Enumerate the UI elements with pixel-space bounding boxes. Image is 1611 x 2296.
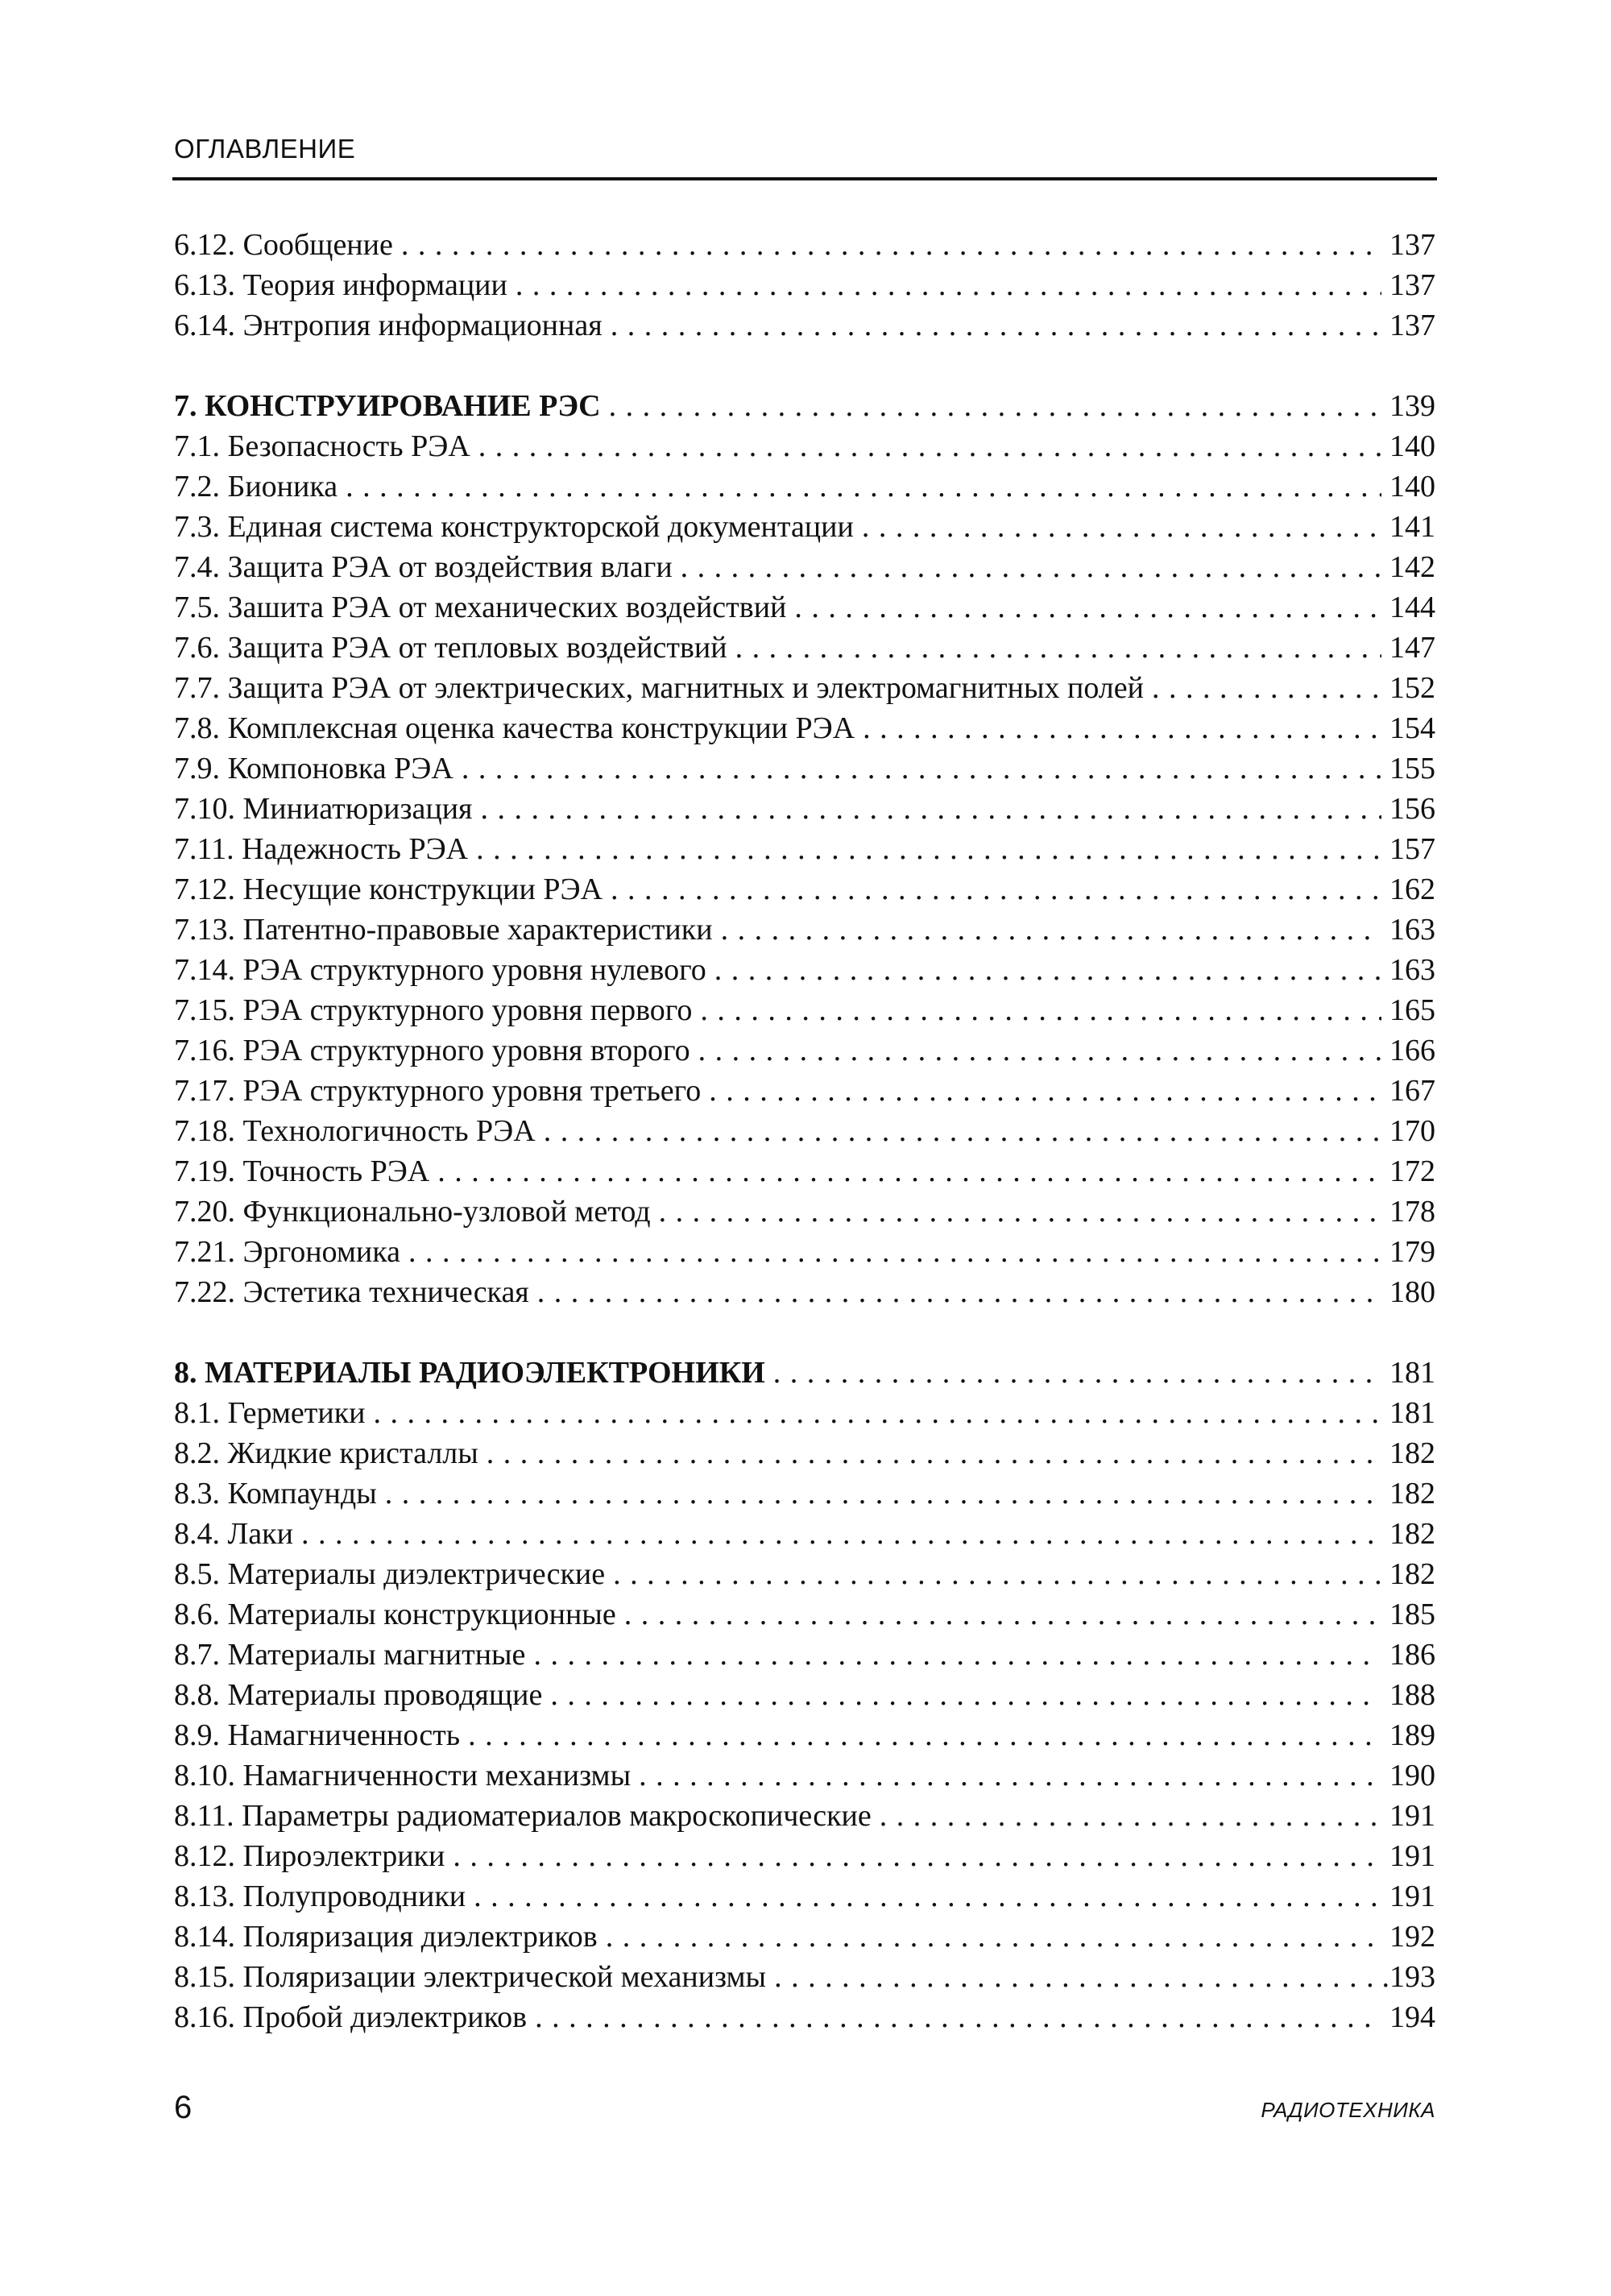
dot-leader bbox=[609, 386, 1381, 426]
entry-page-number: 140 bbox=[1389, 470, 1435, 504]
dot-leader bbox=[862, 507, 1381, 547]
entry-page-number: 137 bbox=[1389, 228, 1435, 262]
entry-title: 8.10. Намагниченности механизмы bbox=[174, 1759, 632, 1792]
entry-page-number: 189 bbox=[1389, 1718, 1435, 1752]
entry-page-number: 181 bbox=[1389, 1396, 1435, 1430]
dot-leader bbox=[880, 1796, 1381, 1836]
toc-entry bbox=[174, 708, 1435, 748]
dot-leader bbox=[301, 1514, 1381, 1554]
toc-entry bbox=[174, 1514, 1435, 1554]
entry-title: 7.10. Миниатюризация bbox=[174, 792, 473, 826]
toc-entry bbox=[174, 1473, 1435, 1514]
toc-entry bbox=[174, 1393, 1435, 1433]
dot-leader bbox=[863, 708, 1381, 748]
toc-entry bbox=[174, 1232, 1435, 1272]
toc-entry bbox=[174, 1755, 1435, 1796]
dot-leader bbox=[1152, 668, 1381, 708]
toc-entry bbox=[174, 466, 1435, 507]
entry-page-number: 144 bbox=[1389, 591, 1435, 624]
dot-leader bbox=[453, 1836, 1381, 1876]
dot-leader bbox=[437, 1151, 1381, 1192]
toc-entry bbox=[174, 1433, 1435, 1473]
toc-entry bbox=[174, 426, 1435, 466]
entry-title: 8.5. Материалы диэлектрические bbox=[174, 1557, 606, 1591]
entry-title: 8.16. Пробой диэлектриков bbox=[174, 2000, 528, 2034]
dot-leader bbox=[794, 587, 1381, 628]
entry-page-number: 170 bbox=[1389, 1114, 1435, 1148]
dot-leader bbox=[774, 1957, 1373, 1997]
dot-leader bbox=[735, 628, 1381, 668]
dot-leader bbox=[401, 225, 1381, 265]
header-divider bbox=[172, 177, 1437, 180]
chapter-heading bbox=[174, 386, 1435, 426]
entry-title: 7.3. Единая система конструкторской документации bbox=[174, 510, 854, 544]
dot-leader bbox=[535, 1997, 1381, 2037]
dot-leader bbox=[537, 1272, 1381, 1312]
entry-page-number: 137 bbox=[1389, 309, 1435, 342]
toc-entry bbox=[174, 1876, 1435, 1917]
entry-title: 7.22. Эстетика техническая bbox=[174, 1275, 529, 1309]
dot-leader bbox=[487, 1433, 1381, 1473]
entry-page-number: 186 bbox=[1389, 1638, 1435, 1672]
entry-page-number: 140 bbox=[1389, 429, 1435, 463]
toc-entry bbox=[174, 829, 1435, 869]
entry-title: 8.9. Намагниченность bbox=[174, 1718, 461, 1752]
entry-title: 7.8. Комплексная оценка качества конструкции РЭА bbox=[174, 711, 855, 745]
entry-title: 7.20. Функционально-узловой метод bbox=[174, 1195, 651, 1229]
page-number: 6 bbox=[174, 2090, 193, 2125]
entry-title: 7.18. Технологичность РЭА bbox=[174, 1114, 536, 1148]
toc-entry bbox=[174, 1111, 1435, 1151]
toc-entry bbox=[174, 507, 1435, 547]
entry-page-number: 191 bbox=[1389, 1799, 1435, 1833]
entry-page-number: 137 bbox=[1389, 268, 1435, 302]
entry-page-number: 155 bbox=[1389, 752, 1435, 785]
section-spacer bbox=[174, 1312, 1435, 1353]
toc-entry bbox=[174, 547, 1435, 587]
entry-title: 8.15. Поляризации электрической механизмы bbox=[174, 1960, 767, 1994]
entry-title: 7.1. Безопасность РЭА bbox=[174, 429, 470, 463]
dot-leader bbox=[374, 1393, 1381, 1433]
dot-leader bbox=[611, 869, 1381, 910]
dot-leader bbox=[468, 1715, 1381, 1755]
toc-entry bbox=[174, 1554, 1435, 1594]
entry-title: 8.14. Поляризация диэлектриков bbox=[174, 1920, 598, 1954]
entry-title: 6.13. Теория информации bbox=[174, 268, 507, 302]
dot-leader bbox=[709, 1071, 1381, 1111]
entry-title: 8.11. Параметры радиоматериалов макроскопические bbox=[174, 1799, 872, 1833]
entry-page-number: 157 bbox=[1389, 832, 1435, 866]
toc-entry bbox=[174, 265, 1435, 305]
entry-title: 8.13. Полупроводники bbox=[174, 1879, 466, 1913]
toc-entry bbox=[174, 789, 1435, 829]
toc-entry bbox=[174, 1917, 1435, 1957]
entry-title: 7.5. Зашита РЭА от механических воздействий bbox=[174, 591, 787, 624]
entry-page-number: 156 bbox=[1389, 792, 1435, 826]
entry-title: 7.9. Компоновка РЭА bbox=[174, 752, 453, 785]
toc-entry bbox=[174, 225, 1435, 265]
entry-page-number: 165 bbox=[1389, 993, 1435, 1027]
dot-leader bbox=[474, 1876, 1381, 1917]
toc-entry bbox=[174, 1594, 1435, 1635]
entry-page-number: 162 bbox=[1389, 872, 1435, 906]
entry-page-number: 182 bbox=[1389, 1557, 1435, 1591]
dot-leader bbox=[385, 1473, 1381, 1514]
toc-entry bbox=[174, 628, 1435, 668]
toc-entry bbox=[174, 1675, 1435, 1715]
entry-page-number: 180 bbox=[1389, 1275, 1435, 1309]
dot-leader bbox=[550, 1675, 1381, 1715]
toc-entry bbox=[174, 1192, 1435, 1232]
entry-page-number: 191 bbox=[1389, 1839, 1435, 1873]
entry-page-number: 182 bbox=[1389, 1436, 1435, 1470]
toc-entry bbox=[174, 668, 1435, 708]
toc-entry bbox=[174, 587, 1435, 628]
entry-title: 8.2. Жидкие кристаллы bbox=[174, 1436, 478, 1470]
toc-entry bbox=[174, 1151, 1435, 1192]
dot-leader bbox=[516, 265, 1381, 305]
entry-title: 7.17. РЭА структурного уровня третьего bbox=[174, 1074, 702, 1108]
chapter-heading bbox=[174, 1353, 1435, 1393]
dot-leader bbox=[639, 1755, 1381, 1796]
entry-title: 7.7. Защита РЭА от электрических, магнитных и электромагнитных полей bbox=[174, 671, 1144, 705]
toc-entry bbox=[174, 990, 1435, 1030]
entry-title: 8.1. Герметики bbox=[174, 1396, 366, 1430]
dot-leader bbox=[462, 748, 1381, 789]
dot-leader bbox=[544, 1111, 1381, 1151]
entry-title: 7.6. Защита РЭА от тепловых воздействий bbox=[174, 631, 727, 665]
dot-leader bbox=[714, 950, 1381, 990]
dot-leader bbox=[700, 990, 1381, 1030]
entry-page-number: 172 bbox=[1389, 1154, 1435, 1188]
entry-title: 6.14. Энтропия информационная bbox=[174, 309, 603, 342]
entry-page-number: 163 bbox=[1389, 913, 1435, 947]
entry-title: 8.3. Компаунды bbox=[174, 1477, 377, 1511]
toc-entry bbox=[174, 1836, 1435, 1876]
dot-leader bbox=[698, 1030, 1381, 1071]
dot-leader bbox=[476, 829, 1381, 869]
entry-title: 8.6. Материалы конструкционные bbox=[174, 1598, 616, 1631]
toc-entry bbox=[174, 950, 1435, 990]
entry-title: 7.2. Бионика bbox=[174, 470, 338, 504]
dot-leader bbox=[681, 547, 1381, 587]
toc-entry bbox=[174, 748, 1435, 789]
entry-title: 8.8. Материалы проводящие bbox=[174, 1678, 543, 1712]
entry-page-number: 154 bbox=[1389, 711, 1435, 745]
entry-title: 7.12. Несущие конструкции РЭА bbox=[174, 872, 603, 906]
toc-entry bbox=[174, 910, 1435, 950]
dot-leader bbox=[478, 426, 1381, 466]
dot-leader bbox=[773, 1353, 1381, 1393]
toc-entry bbox=[174, 1071, 1435, 1111]
toc-entry bbox=[174, 869, 1435, 910]
dot-leader bbox=[481, 789, 1381, 829]
entry-title: 7.11. Надежность РЭА bbox=[174, 832, 469, 866]
dot-leader bbox=[721, 910, 1381, 950]
dot-leader bbox=[613, 1554, 1381, 1594]
entry-page-number: 178 bbox=[1389, 1195, 1435, 1229]
toc-entry bbox=[174, 1997, 1435, 2037]
toc-entry bbox=[174, 1635, 1435, 1675]
entry-title: 8. МАТЕРИАЛЫ РАДИОЭЛЕКТРОНИКИ bbox=[174, 1356, 765, 1390]
entry-title: 6.12. Сообщение bbox=[174, 228, 393, 262]
entry-title: 7.16. РЭА структурного уровня второго bbox=[174, 1034, 690, 1067]
entry-page-number: .193 bbox=[1381, 1960, 1435, 1994]
entry-page-number: 182 bbox=[1389, 1517, 1435, 1551]
dot-leader bbox=[533, 1635, 1381, 1675]
toc-entry bbox=[174, 1272, 1435, 1312]
entry-page-number: 194 bbox=[1389, 2000, 1435, 2034]
entry-page-number: 163 bbox=[1389, 953, 1435, 987]
running-header: ОГЛАВЛЕНИЕ bbox=[174, 134, 356, 164]
entry-title: 7.14. РЭА структурного уровня нулевого bbox=[174, 953, 706, 987]
entry-page-number: 185 bbox=[1389, 1598, 1435, 1631]
entry-title: 8.4. Лаки bbox=[174, 1517, 293, 1551]
entry-page-number: 166 bbox=[1389, 1034, 1435, 1067]
dot-leader bbox=[408, 1232, 1381, 1272]
toc-entry bbox=[174, 1957, 1435, 1997]
entry-page-number: 179 bbox=[1389, 1235, 1435, 1269]
toc-entry bbox=[174, 1030, 1435, 1071]
dot-leader bbox=[624, 1594, 1381, 1635]
toc-entry bbox=[174, 1796, 1435, 1836]
book-title: РАДИОТЕХНИКА bbox=[1261, 2098, 1435, 2122]
table-of-contents bbox=[174, 225, 1435, 2037]
entry-page-number: 191 bbox=[1389, 1879, 1435, 1913]
entry-page-number: 182 bbox=[1389, 1477, 1435, 1511]
dot-leader bbox=[606, 1917, 1381, 1957]
entry-page-number: 167 bbox=[1389, 1074, 1435, 1108]
dot-leader bbox=[611, 305, 1381, 346]
entry-title: 7.13. Патентно-правовые характеристики bbox=[174, 913, 713, 947]
toc-entry bbox=[174, 305, 1435, 346]
entry-page-number: 142 bbox=[1389, 550, 1435, 584]
entry-title: 8.12. Пироэлектрики bbox=[174, 1839, 445, 1873]
entry-title: 7. КОНСТРУИРОВАНИЕ РЭС bbox=[174, 389, 601, 423]
entry-title: 8.7. Материалы магнитные bbox=[174, 1638, 526, 1672]
entry-page-number: 190 bbox=[1389, 1759, 1435, 1792]
entry-page-number: 181 bbox=[1389, 1356, 1435, 1390]
entry-page-number: 139 bbox=[1389, 389, 1435, 423]
entry-page-number: 147 bbox=[1389, 631, 1435, 665]
entry-page-number: 188 bbox=[1389, 1678, 1435, 1712]
entry-page-number: 152 bbox=[1389, 671, 1435, 705]
entry-title: 7.15. РЭА структурного уровня первого bbox=[174, 993, 693, 1027]
entry-page-number: 141 bbox=[1389, 510, 1435, 544]
section-spacer bbox=[174, 346, 1435, 386]
entry-page-number: 192 bbox=[1389, 1920, 1435, 1954]
entry-title: 7.19. Точность РЭА bbox=[174, 1154, 430, 1188]
dot-leader bbox=[346, 466, 1381, 507]
toc-entry bbox=[174, 1715, 1435, 1755]
dot-leader bbox=[659, 1192, 1381, 1232]
entry-title: 7.4. Защита РЭА от воздействия влаги bbox=[174, 550, 673, 584]
entry-title: 7.21. Эргономика bbox=[174, 1235, 400, 1269]
